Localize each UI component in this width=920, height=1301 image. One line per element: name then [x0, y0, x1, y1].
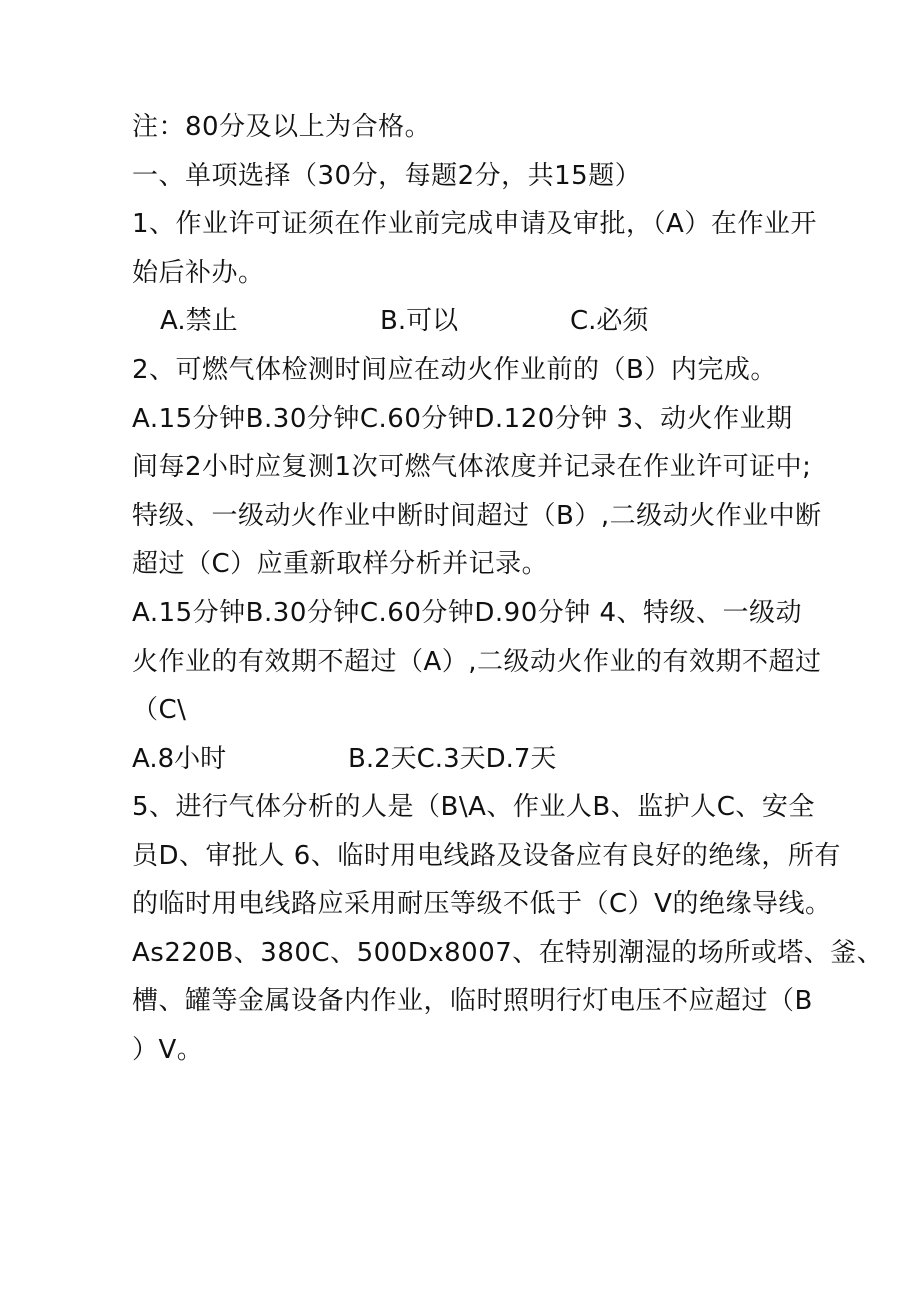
question-7-line-2: 槽、罐等金属设备内作业，临时照明行灯电压不应超过（B [132, 986, 813, 1016]
question-7-line-3: ）V。 [132, 1035, 204, 1065]
question-1-option-a: A.禁止 [160, 306, 238, 336]
section-heading: 一、单项选择（30分，每题2分，共15题） [132, 161, 642, 191]
question-6-options-question-7-start: As220B、380C、500Dx8007、在特别潮湿的场所或塔、釜、 [132, 938, 884, 968]
question-5-line-1: 5、进行气体分析的人是（B\A、作业人B、监护人C、安全 [132, 792, 815, 822]
question-4-options-bcd: B.2天C.3天D.7天 [348, 744, 557, 774]
question-3-line-4: 超过（C）应重新取样分析并记录。 [132, 549, 549, 579]
question-4-line-2: 火作业的有效期不超过（A）,二级动火作业的有效期不超过 [132, 647, 822, 677]
question-2-line: 2、可燃气体检测时间应在动火作业前的（B）内完成。 [132, 355, 777, 385]
question-1-line-2: 始后补办。 [132, 258, 265, 288]
question-4-option-a: A.8小时 [132, 744, 227, 774]
question-2-options-question-3-start: A.15分钟B.30分钟C.60分钟D.120分钟 3、动火作业期 [132, 404, 793, 434]
question-5-6-line: 员D、审批人 6、临时用电线路及设备应有良好的绝缘，所有 [132, 841, 841, 871]
question-3-line-3: 特级、一级动火作业中断时间超过（B）,二级动火作业中断 [132, 501, 822, 531]
question-6-line-2: 的临时用电线路应采用耐压等级不低于（C）V的绝缘导线。 [132, 889, 832, 919]
question-4-line-3: （C\ [132, 695, 187, 725]
question-1-option-b: B.可以 [380, 306, 459, 336]
question-3-options-question-4-start: A.15分钟B.30分钟C.60分钟D.90分钟 4、特级、一级动 [132, 598, 803, 628]
question-1-option-c: C.必须 [570, 306, 649, 336]
question-1-line-1: 1、作业许可证须在作业前完成申请及审批，（A）在作业开 [132, 209, 817, 239]
passing-note: 注：80分及以上为合格。 [132, 112, 432, 142]
question-3-line-2: 间每2小时应复测1次可燃气体浓度并记录在作业许可证中; [132, 452, 812, 482]
